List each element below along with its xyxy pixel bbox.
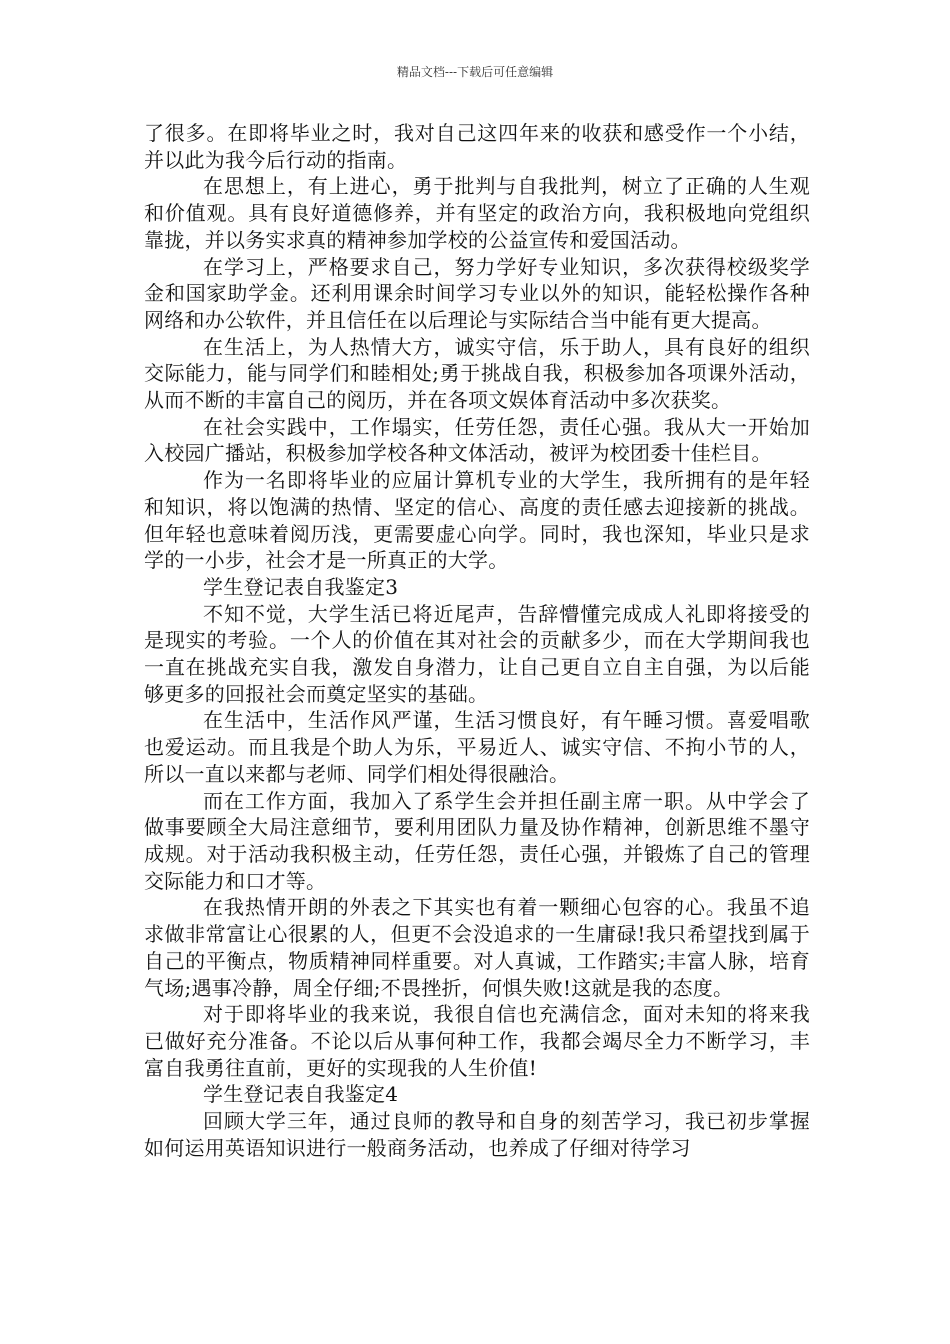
paragraph: 在社会实践中，工作塌实，任劳任怨，责任心强。我从大一开始加入校园广播站，积极参加学校各种文体活动，被评为校团委十佳栏目。 [144, 414, 810, 466]
paragraph: 而在工作方面，我加入了系学生会并担任副主席一职。从中学会了做事要顾全大局注意细节，要利用团队力量及协作精神，创新思维不墨守成规。对于活动我积极主动，任劳任怨，责任心强，并锻炼了自己的管理交际能力和口才等。 [144, 788, 810, 893]
paragraph: 在生活中，生活作风严谨，生活习惯良好，有午睡习惯。喜爱唱歌也爱运动。而且我是个助人为乐，平易近人、诚实守信、不拘小节的人，所以一直以来都与老师、同学们相处得很融洽。 [144, 708, 810, 786]
paragraph: 在学习上，严格要求自己，努力学好专业知识，多次获得校级奖学金和国家助学金。还利用课余时间学习专业以外的知识，能轻松操作各种网络和办公软件，并且信任在以后理论与实际结合当中能有更大提高。 [144, 254, 810, 332]
paragraph: 作为一名即将毕业的应届计算机专业的大学生，我所拥有的是年轻和知识，将以饱满的热情、坚定的信心、高度的责任感去迎接新的挑战。但年轻也意味着阅历浅，更需要虚心向学。同时，我也深知，毕业只是求学的一小步，社会才是一所真正的大学。 [144, 468, 810, 573]
paragraph: 在思想上，有上进心，勇于批判与自我批判，树立了正确的人生观和价值观。具有良好道德修养，并有坚定的政治方向，我积极地向党组织靠拢，并以务实求真的精神参加学校的公益宣传和爱国活动。 [144, 174, 810, 252]
paragraph: 在我热情开朗的外表之下其实也有着一颗细心包容的心。我虽不追求做非常富让心很累的人，但更不会没追求的一生庸碌!我只希望找到属于自己的平衡点，物质精神同样重要。对人真诚，工作踏实;丰富人脉，培育气场;遇事冷静，周全仔细;不畏挫折，何惧失败!这就是我的态度。 [144, 895, 810, 1000]
section-heading: 学生登记表自我鉴定3 [203, 574, 399, 599]
paragraph: 不知不觉，大学生活已将近尾声，告辞懵懂完成成人礼即将接受的是现实的考验。一个人的价值在其对社会的贡献多少，而在大学期间我也一直在挑战充实自我，激发自身潜力，让自己更自立自主自强，为以后能够更多的回报社会而奠定坚实的基础。 [144, 601, 810, 706]
paragraph: 回顾大学三年，通过良师的教导和自身的刻苦学习，我已初步掌握如何运用英语知识进行一般商务活动，也养成了仔细对待学习 [144, 1109, 810, 1160]
paragraph: 在生活上，为人热情大方，诚实守信，乐于助人，具有良好的组织交际能力，能与同学们和睦相处;勇于挑战自我，积极参加各项课外活动，从而不断的丰富自己的阅历，并在各项文娱体育活动中多次获奖。 [144, 334, 810, 413]
paragraph: 对于即将毕业的我来说，我很自信也充满信念，面对未知的将来我已做好充分准备。不论以后从事何种工作，我都会竭尽全力不断学习，丰富自我勇往直前，更好的实现我的人生价值! [144, 1002, 810, 1080]
paragraph: 了很多。在即将毕业之时，我对自己这四年来的收获和感受作一个小结，并以此为我今后行动的指南。 [144, 121, 810, 172]
page-header: 精品文档---下载后可任意编辑 [396, 65, 554, 79]
section-heading: 学生登记表自我鉴定4 [203, 1082, 399, 1107]
document-body [144, 120, 810, 1161]
